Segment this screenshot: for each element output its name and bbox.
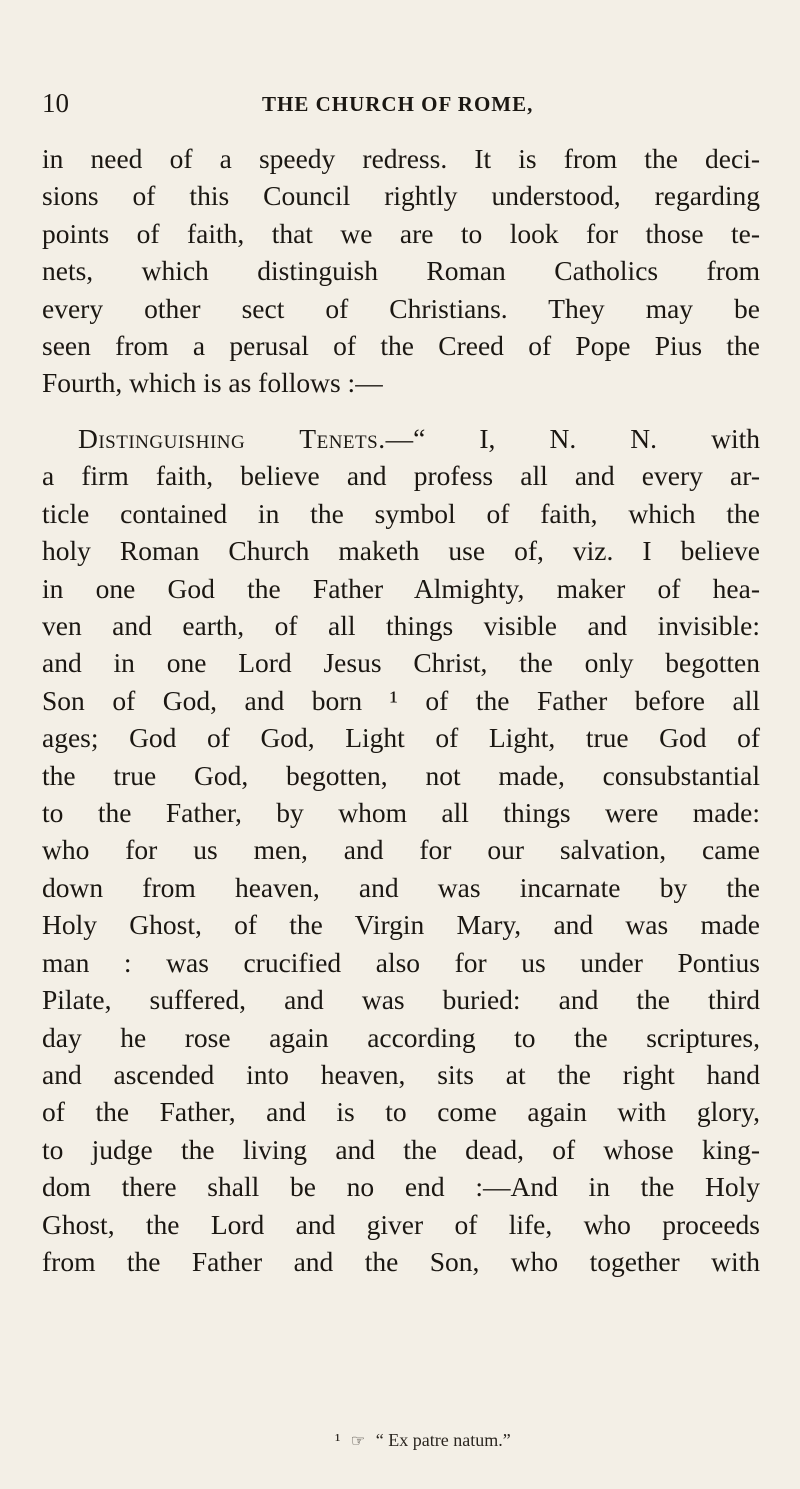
text-line: nets, which distinguish Roman Catholics from <box>42 255 760 287</box>
text-line: and in one Lord Jesus Christ, the only begotten <box>42 647 760 679</box>
text-line: sions of this Council rightly understood, regarding <box>42 180 760 212</box>
text-line: down from heaven, and was incarnate by the <box>42 871 760 903</box>
text-line: who for us men, and for our salvation, came <box>42 834 760 866</box>
text-line: ven and earth, of all things visible and invisible: <box>42 610 760 642</box>
text-line: Holy Ghost, of the Virgin Mary, and was made <box>42 909 760 941</box>
footnote <box>335 1430 511 1451</box>
text-line: points of faith, that we are to look for those te- <box>42 217 760 249</box>
text-line: day he rose again according to the scriptures, <box>42 1021 760 1053</box>
text-line: in need of a speedy redress. It is from the deci- <box>42 143 760 174</box>
page-number: 10 <box>42 88 69 118</box>
text-line: to the Father, by whom all things were made: <box>42 797 760 829</box>
footnote-marker: ¹ <box>335 1430 341 1450</box>
text-line: Pilate, suffered, and was buried: and the third <box>42 984 760 1016</box>
paragraph-intro <box>42 140 760 402</box>
text-line: from the Father and the Son, who together with <box>42 1245 760 1277</box>
text-line: Fourth, which is as follows :— <box>42 367 383 399</box>
creed-first-line <box>42 420 760 457</box>
text-line: every other sect of Christians. They may be <box>42 292 760 324</box>
section-title: Distinguishing Tenets. <box>78 423 386 454</box>
text-line: holy Roman Church maketh use of, viz. I believe <box>42 535 760 567</box>
text-line: of the Father, and is to come again with glory, <box>42 1096 760 1128</box>
text-line: Ghost, the Lord and giver of life, who proceeds <box>42 1208 760 1240</box>
pointing-hand-icon: ☞ <box>350 1433 366 1450</box>
text-line: ticle contained in the symbol of faith, which the <box>42 497 760 529</box>
text-line: a firm faith, believe and profess all and every ar- <box>42 460 760 492</box>
text-line: Son of God, and born ¹ of the Father before all <box>42 684 760 716</box>
running-head: THE CHURCH OF ROME, <box>262 92 534 116</box>
paragraph-creed <box>42 420 760 1280</box>
page-header <box>42 88 740 122</box>
text-line: to judge the living and the dead, of whose king- <box>42 1133 760 1165</box>
text-line: seen from a perusal of the Creed of Pope Pius the <box>42 330 760 362</box>
footnote-text: “ Ex patre natum.” <box>375 1430 511 1450</box>
text-line: in one God the Father Almighty, maker of hea- <box>42 572 760 604</box>
text-line: the true God, begotten, not made, consubstantial <box>42 759 760 791</box>
text-line: man : was crucified also for us under Pontius <box>42 946 760 978</box>
creed-opening: —“ I, N. N. with <box>385 423 760 454</box>
text-line: and ascended into heaven, sits at the right hand <box>42 1058 760 1090</box>
text-line: dom there shall be no end :—And in the Holy <box>42 1171 760 1203</box>
text-line: ages; God of God, Light of Light, true God of <box>42 722 760 754</box>
